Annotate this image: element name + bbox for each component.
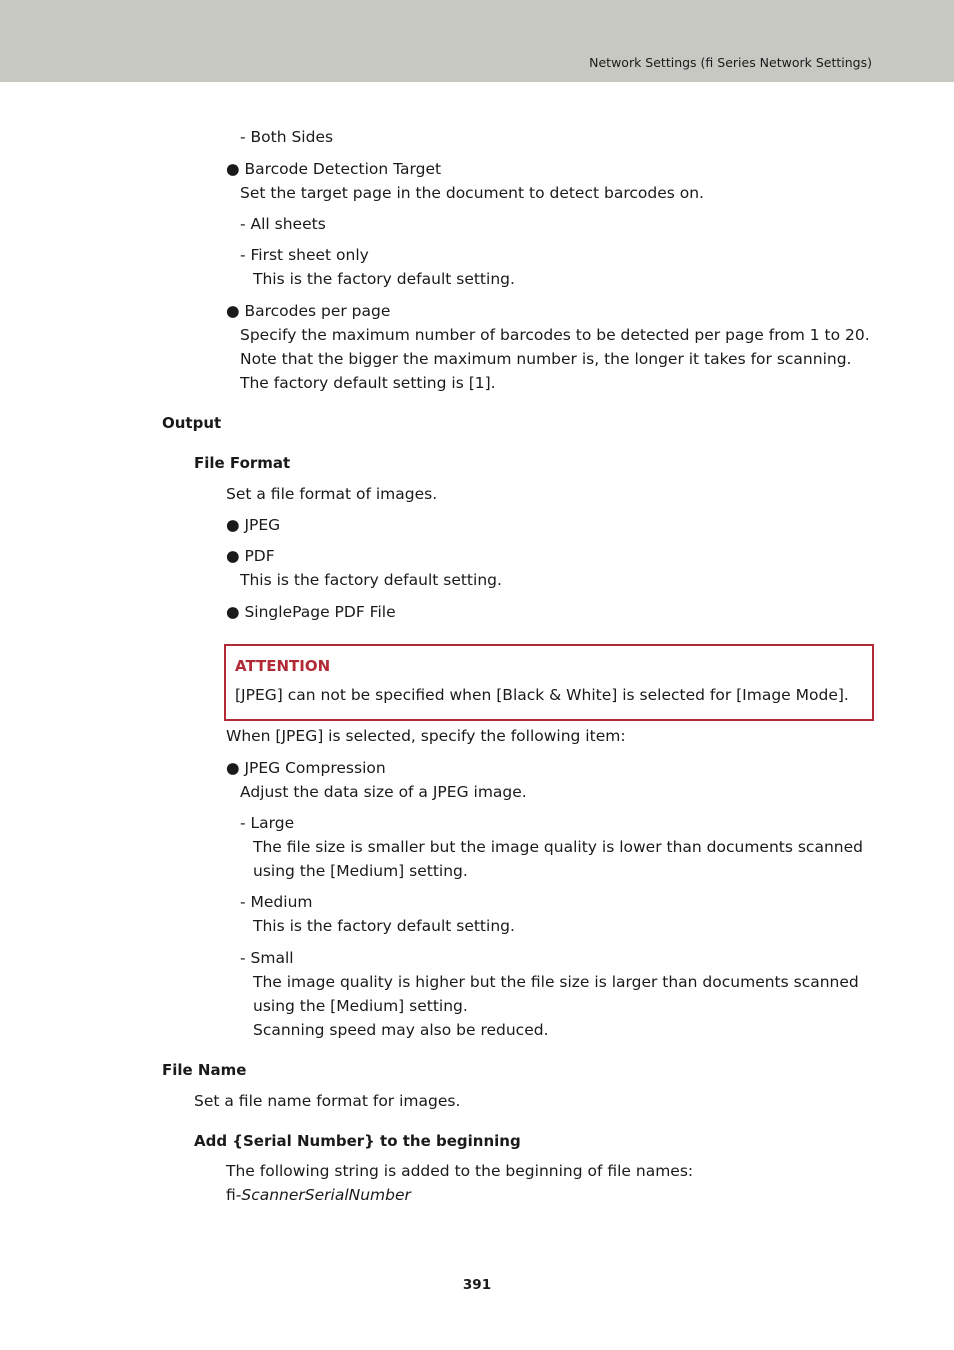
first-sheet-note: This is the factory default setting. — [253, 270, 515, 288]
large-desc-line1: The file size is smaller but the image quality is lower than documents scanned — [253, 838, 863, 856]
header-title: Network Settings (fi Series Network Settings) — [589, 55, 872, 70]
small-desc-line3: Scanning speed may also be reduced. — [253, 1021, 549, 1039]
option-jpeg: ● JPEG — [226, 516, 281, 534]
small-desc-line1: The image quality is higher but the file size is larger than documents scanned — [253, 973, 859, 991]
option-first-sheet: - First sheet only — [240, 246, 369, 264]
barcode-target-title: ● Barcode Detection Target — [226, 160, 442, 178]
file-name-desc: Set a file name format for images. — [194, 1092, 461, 1110]
option-pdf: ● PDF — [226, 547, 275, 565]
jpeg-intro: When [JPEG] is selected, specify the following item: — [226, 727, 626, 745]
page-header — [0, 0, 954, 82]
attention-box — [224, 644, 874, 721]
file-name-heading: File Name — [162, 1061, 247, 1079]
file-format-desc: Set a file format of images. — [226, 485, 438, 503]
page-number: 391 — [462, 1277, 492, 1293]
option-medium: - Medium — [240, 893, 313, 911]
small-desc-line2: using the [Medium] setting. — [253, 997, 468, 1015]
option-small: - Small — [240, 949, 294, 967]
file-format-heading: File Format — [194, 454, 291, 472]
serial-prefix: fi- — [226, 1186, 242, 1204]
attention-text: [JPEG] can not be specified when [Black & White] is selected for [Image Mode]. — [235, 686, 849, 704]
large-desc-line2: using the [Medium] setting. — [253, 862, 468, 880]
jpeg-compression-desc: Adjust the data size of a JPEG image. — [240, 783, 527, 801]
barcodes-per-page-title: ● Barcodes per page — [226, 302, 391, 320]
pdf-note: This is the factory default setting. — [240, 571, 502, 589]
option-all-sheets: - All sheets — [240, 215, 326, 233]
barcodes-per-page-line1: Specify the maximum number of barcodes to be detected per page from 1 to 20. — [240, 326, 870, 344]
jpeg-compression-title: ● JPEG Compression — [226, 759, 386, 777]
serial-value: ScannerSerialNumber — [241, 1186, 411, 1204]
option-singlepage-pdf: ● SinglePage PDF File — [226, 603, 396, 621]
barcodes-per-page-line3: The factory default setting is [1]. — [240, 374, 496, 392]
serial-number-desc: The following string is added to the beginning of file names: — [226, 1162, 694, 1180]
output-heading: Output — [162, 414, 222, 432]
barcode-target-desc: Set the target page in the document to detect barcodes on. — [240, 184, 704, 202]
serial-number-format — [226, 1183, 411, 1207]
attention-title: ATTENTION — [235, 657, 331, 675]
option-large: - Large — [240, 814, 295, 832]
barcodes-per-page-line2: Note that the bigger the maximum number is, the longer it takes for scanning. — [240, 350, 852, 368]
medium-note: This is the factory default setting. — [253, 917, 515, 935]
option-both-sides: - Both Sides — [240, 128, 334, 146]
serial-number-heading: Add {Serial Number} to the beginning — [194, 1132, 521, 1150]
